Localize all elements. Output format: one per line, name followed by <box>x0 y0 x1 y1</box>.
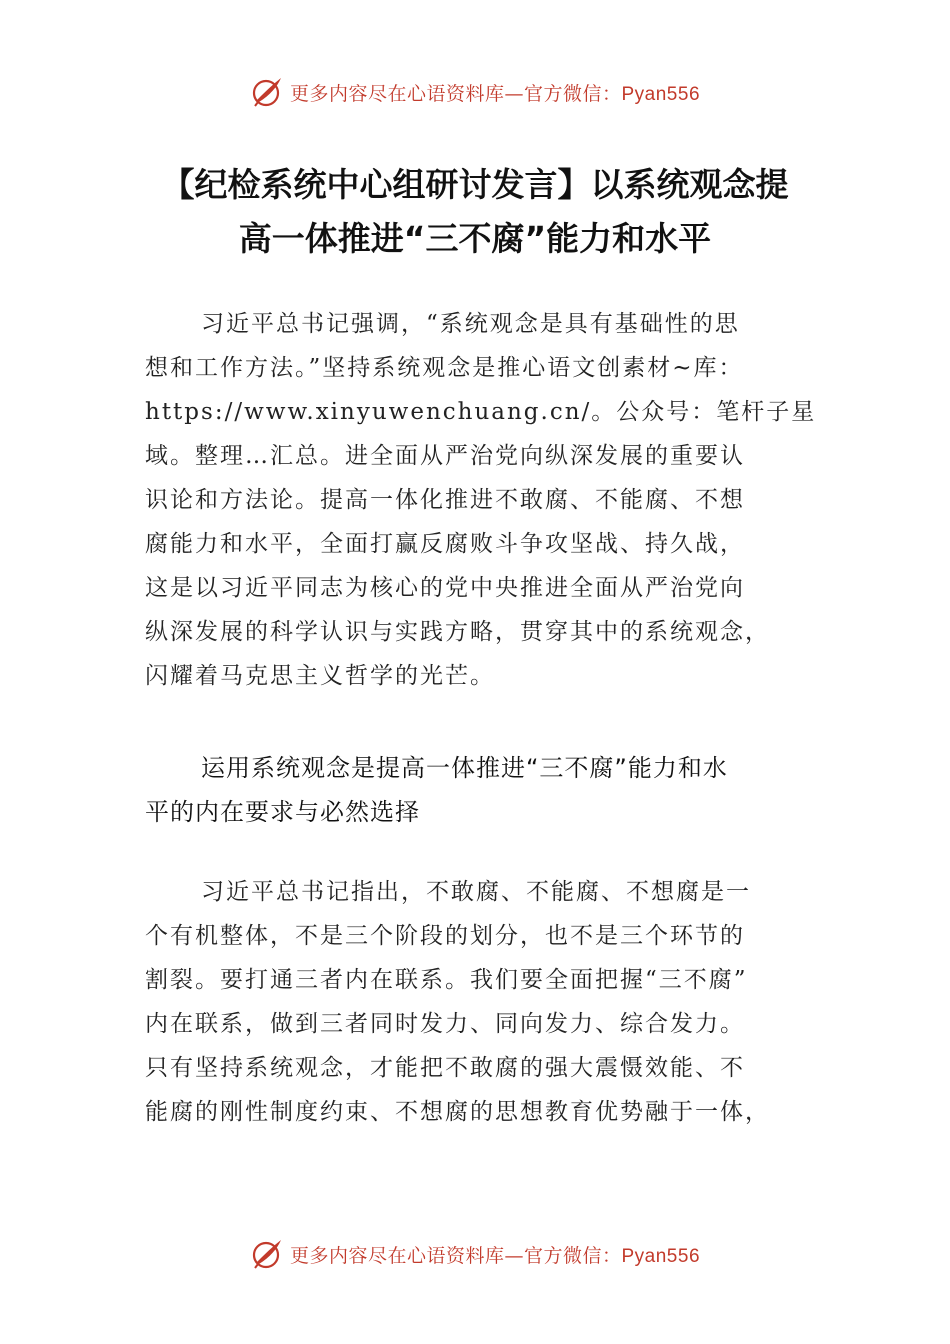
document-title <box>120 158 830 266</box>
paragraph-line: 割裂。要打通三者内在联系。我们要全面把握“三不腐” <box>145 967 748 993</box>
paragraph-line: 习近平总书记强调，“系统观念是具有基础性的思 <box>201 311 740 337</box>
watermark-text: 更多内容尽在心语资料库—官方微信：Pyan556 <box>289 1244 701 1267</box>
paragraph-line: https://www.xinyuwenchuang.cn/。公众号：笔杆子星 <box>145 399 817 425</box>
heading-line: 平的内在要求与必然选择 <box>145 798 420 826</box>
paragraph-line: 只有坚持系统观念，才能把不敢腐的强大震慑效能、不 <box>145 1055 745 1081</box>
quill-logo-icon <box>250 1237 284 1271</box>
quill-logo-icon <box>250 75 284 109</box>
title-line: 高一体推进“三不腐”能力和水平 <box>238 219 712 258</box>
section-heading <box>145 746 825 834</box>
header-watermark <box>0 72 950 112</box>
paragraph-line: 个有机整体，不是三个阶段的划分，也不是三个环节的 <box>145 923 745 949</box>
paragraph-line: 域。整理…汇总。进全面从严治党向纵深发展的重要认 <box>145 443 745 469</box>
paragraph-line: 习近平总书记指出，不敢腐、不能腐、不想腐是一 <box>201 879 751 905</box>
watermark-text: 更多内容尽在心语资料库—官方微信：Pyan556 <box>289 82 701 105</box>
paragraph-line: 腐能力和水平，全面打赢反腐败斗争攻坚战、持久战， <box>145 531 745 557</box>
watermark-id: Pyan556 <box>621 83 701 105</box>
watermark-id: Pyan556 <box>621 1245 701 1267</box>
paragraph-line: 内在联系，做到三者同时发力、同向发力、综合发力。 <box>145 1011 745 1037</box>
paragraph-line: 想和工作方法。”坚持系统观念是推心语文创素材~库： <box>145 355 744 381</box>
title-line: 【纪检系统中心组研讨发言】以系统观念提 <box>161 165 789 204</box>
paragraph-line: 识论和方法论。提高一体化推进不敢腐、不能腐、不想 <box>145 487 745 513</box>
paragraph-line: 闪耀着马克思主义哲学的光芒。 <box>145 663 495 689</box>
paragraph-line: 能腐的刚性制度约束、不想腐的思想教育优势融于一体， <box>145 1099 770 1125</box>
paragraph-line: 纵深发展的科学认识与实践方略，贯穿其中的系统观念， <box>145 619 770 645</box>
paragraph-body <box>145 870 825 1134</box>
footer-watermark <box>0 1234 950 1274</box>
paragraph-intro <box>145 302 825 698</box>
paragraph-line: 这是以习近平同志为核心的党中央推进全面从严治党向 <box>145 575 745 601</box>
heading-line: 运用系统观念是提高一体推进“三不腐”能力和水 <box>201 754 728 782</box>
